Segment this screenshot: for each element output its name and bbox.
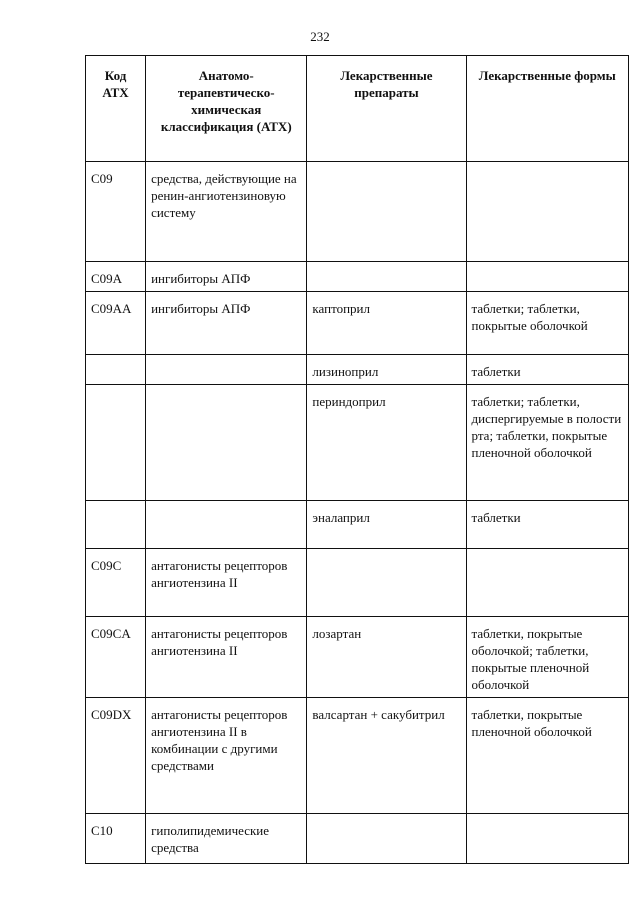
cell-text: таблетки [471, 510, 521, 525]
cell-drug [307, 549, 466, 617]
cell-code [86, 292, 146, 355]
cell-code [86, 549, 146, 617]
table-row [86, 814, 629, 864]
cell-drug [307, 355, 466, 385]
cell-text: периндоприл [312, 394, 386, 409]
cell-drug [307, 617, 466, 698]
cell-text [151, 385, 301, 393]
table-row [86, 501, 629, 549]
cell-drug [307, 698, 466, 814]
cell-text [151, 501, 301, 509]
cell-text: средства, действующие на ренин-ангиотензиновую систему [151, 171, 297, 220]
cell-form [466, 501, 628, 549]
cell-classification [146, 292, 307, 355]
cell-drug [307, 292, 466, 355]
table-row [86, 549, 629, 617]
header-code: Код АТХ [86, 56, 146, 162]
cell-text: антагонисты рецепторов ангиотензина II [151, 626, 288, 658]
header-drugs: Лекарственные препараты [307, 56, 466, 162]
cell-code [86, 162, 146, 262]
cell-text: таблетки; таблетки, покрытые оболочкой [471, 301, 588, 333]
cell-text [91, 501, 140, 509]
cell-text: таблетки [471, 364, 521, 379]
cell-classification [146, 501, 307, 549]
table-row [86, 698, 629, 814]
cell-classification [146, 162, 307, 262]
cell-form [466, 162, 628, 262]
cell-text: валсартан + сакубитрил [312, 707, 445, 722]
cell-code [86, 698, 146, 814]
cell-text: C09CA [91, 626, 131, 641]
cell-code [86, 385, 146, 501]
cell-code [86, 501, 146, 549]
cell-form [466, 617, 628, 698]
cell-classification [146, 385, 307, 501]
cell-classification [146, 617, 307, 698]
cell-text [472, 549, 623, 557]
cell-text [91, 385, 140, 393]
header-forms: Лекарственные формы [466, 56, 628, 162]
cell-form [466, 698, 628, 814]
table-row [86, 617, 629, 698]
cell-text: таблетки, покрытые пленочной оболочкой [471, 707, 592, 739]
cell-text [472, 814, 623, 822]
cell-code [86, 814, 146, 864]
cell-text [151, 355, 301, 363]
cell-text [91, 355, 140, 363]
cell-text: C09C [91, 558, 122, 573]
cell-classification [146, 355, 307, 385]
cell-text: каптоприл [312, 301, 370, 316]
cell-drug [307, 814, 466, 864]
table-row [86, 292, 629, 355]
atx-table [85, 55, 629, 864]
page-number: 232 [310, 29, 330, 44]
cell-text: C09DX [91, 707, 132, 722]
cell-form [466, 355, 628, 385]
cell-drug [307, 162, 466, 262]
cell-text [472, 162, 623, 170]
cell-text: ингибиторы АПФ [151, 301, 251, 316]
cell-form [466, 549, 628, 617]
table-row [86, 355, 629, 385]
cell-text [312, 549, 460, 557]
cell-form [466, 262, 628, 292]
cell-form [466, 385, 628, 501]
cell-drug [307, 385, 466, 501]
cell-text: таблетки; таблетки, диспергируемые в полости рта; таблетки, покрытые пленочной оболочкой [471, 394, 622, 460]
cell-text: C10 [91, 823, 113, 838]
table-row [86, 385, 629, 501]
cell-classification [146, 814, 307, 864]
cell-text: антагонисты рецепторов ангиотензина II [151, 558, 288, 590]
table-row [86, 262, 629, 292]
cell-classification [146, 549, 307, 617]
cell-form [466, 814, 628, 864]
cell-code [86, 355, 146, 385]
header-classification: Анатомо-терапевтическо-химическая классификация (АТХ) [146, 56, 307, 162]
cell-form [466, 292, 628, 355]
cell-text: гиполипидемические средства [151, 823, 270, 855]
cell-classification [146, 262, 307, 292]
table-row [86, 162, 629, 262]
cell-code [86, 262, 146, 292]
cell-text: лозартан [312, 626, 362, 641]
cell-text [312, 262, 460, 270]
cell-drug [307, 262, 466, 292]
cell-text: таблетки, покрытые оболочкой; таблетки, покрытые пленочной оболочкой [471, 626, 590, 692]
cell-text [472, 262, 623, 270]
cell-text: лизиноприл [312, 364, 379, 379]
cell-text: антагонисты рецепторов ангиотензина II в комбинации с другими средствами [151, 707, 288, 773]
cell-text [312, 814, 460, 822]
cell-text: C09 [91, 171, 113, 186]
cell-text: C09AA [91, 301, 132, 316]
cell-text: эналаприл [312, 510, 370, 525]
cell-classification [146, 698, 307, 814]
table-header-row [86, 56, 629, 162]
cell-text: ингибиторы АПФ [151, 271, 251, 286]
cell-code [86, 617, 146, 698]
cell-drug [307, 501, 466, 549]
cell-text: C09A [91, 271, 123, 286]
cell-text [312, 162, 460, 170]
